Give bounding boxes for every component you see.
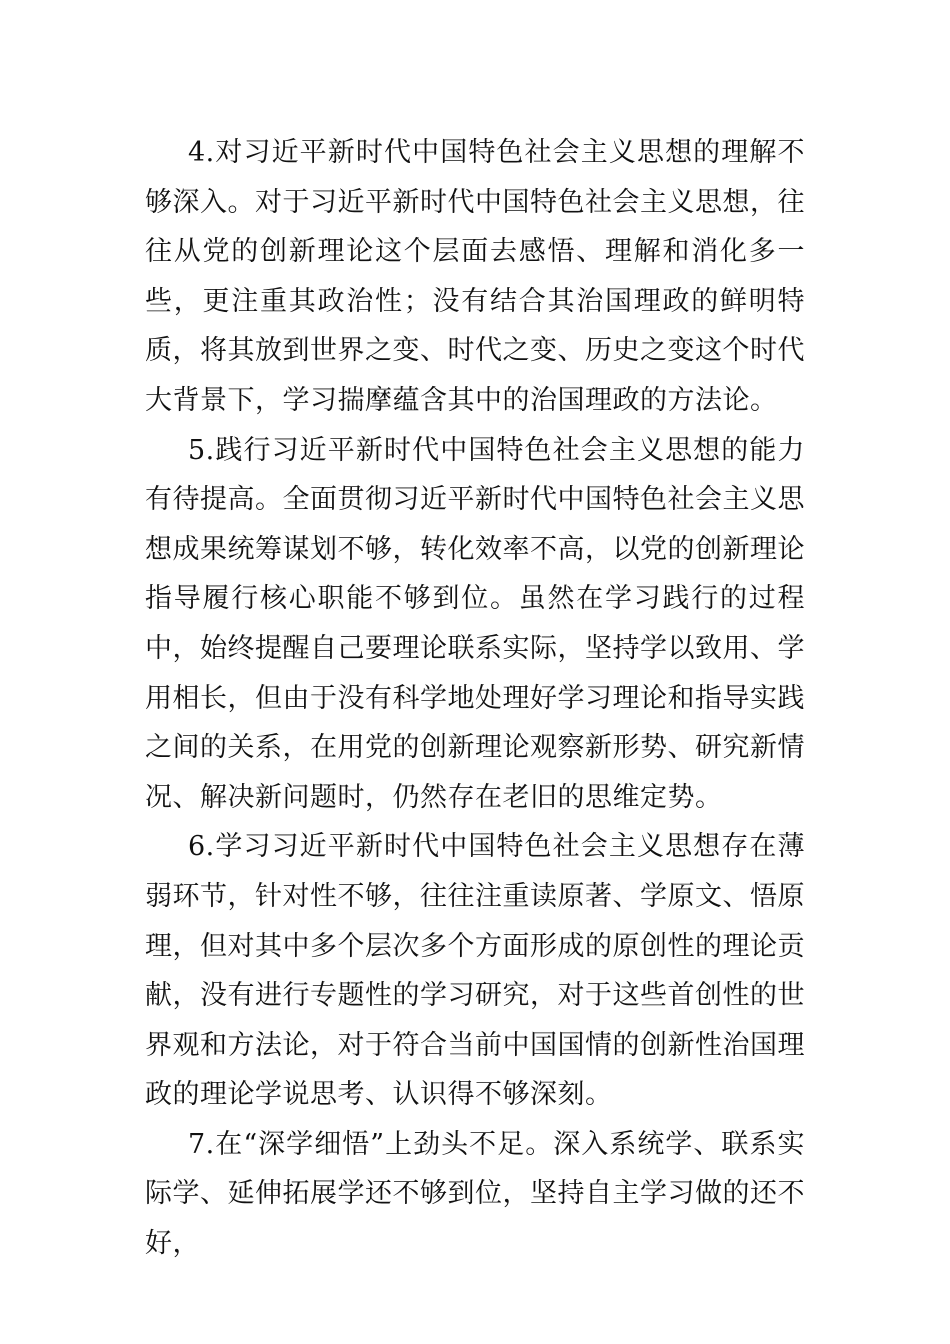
paragraph-4: 4.对习近平新时代中国特色社会主义思想的理解不够深入。对于习近平新时代中国特色社会主义思想，往往从党的创新理论这个层面去感悟、理解和消化多一些，更注重其政治性；没有结合其治国理政的鲜明特质，将其放到世界之变、时代之变、历史之变这个时代大背景下，学习揣摩蕴含其中的治国理政的方法论。 (145, 137, 805, 416)
paragraph-7: 7.在“深学细悟”上劲头不足。深入系统学、联系实际学、延伸拓展学还不够到位，坚持自主学习做的还不好， (145, 1128, 805, 1260)
document-body (145, 128, 805, 1269)
paragraph-6: 6.学习习近平新时代中国特色社会主义思想存在薄弱环节，针对性不够，往往注重读原著、学原文、悟原理，但对其中多个层次多个方面形成的原创性的理论贡献，没有进行专题性的学习研究，对于这些首创性的世界观和方法论，对于符合当前中国国情的创新性治国理政的理论学说思考、认识得不够深刻。 (145, 831, 805, 1111)
paragraph-5: 5.践行习近平新时代中国特色社会主义思想的能力有待提高。全面贯彻习近平新时代中国特色社会主义思想成果统筹谋划不够，转化效率不高，以党的创新理论指导履行核心职能不够到位。虽然在学习践行的过程中，始终提醒自己要理论联系实际，坚持学以致用、学用相长，但由于没有科学地处理好学习理论和指导实践之间的关系，在用党的创新理论观察新形势、研究新情况、解决新问题时，仍然存在老旧的思维定势。 (145, 434, 805, 813)
